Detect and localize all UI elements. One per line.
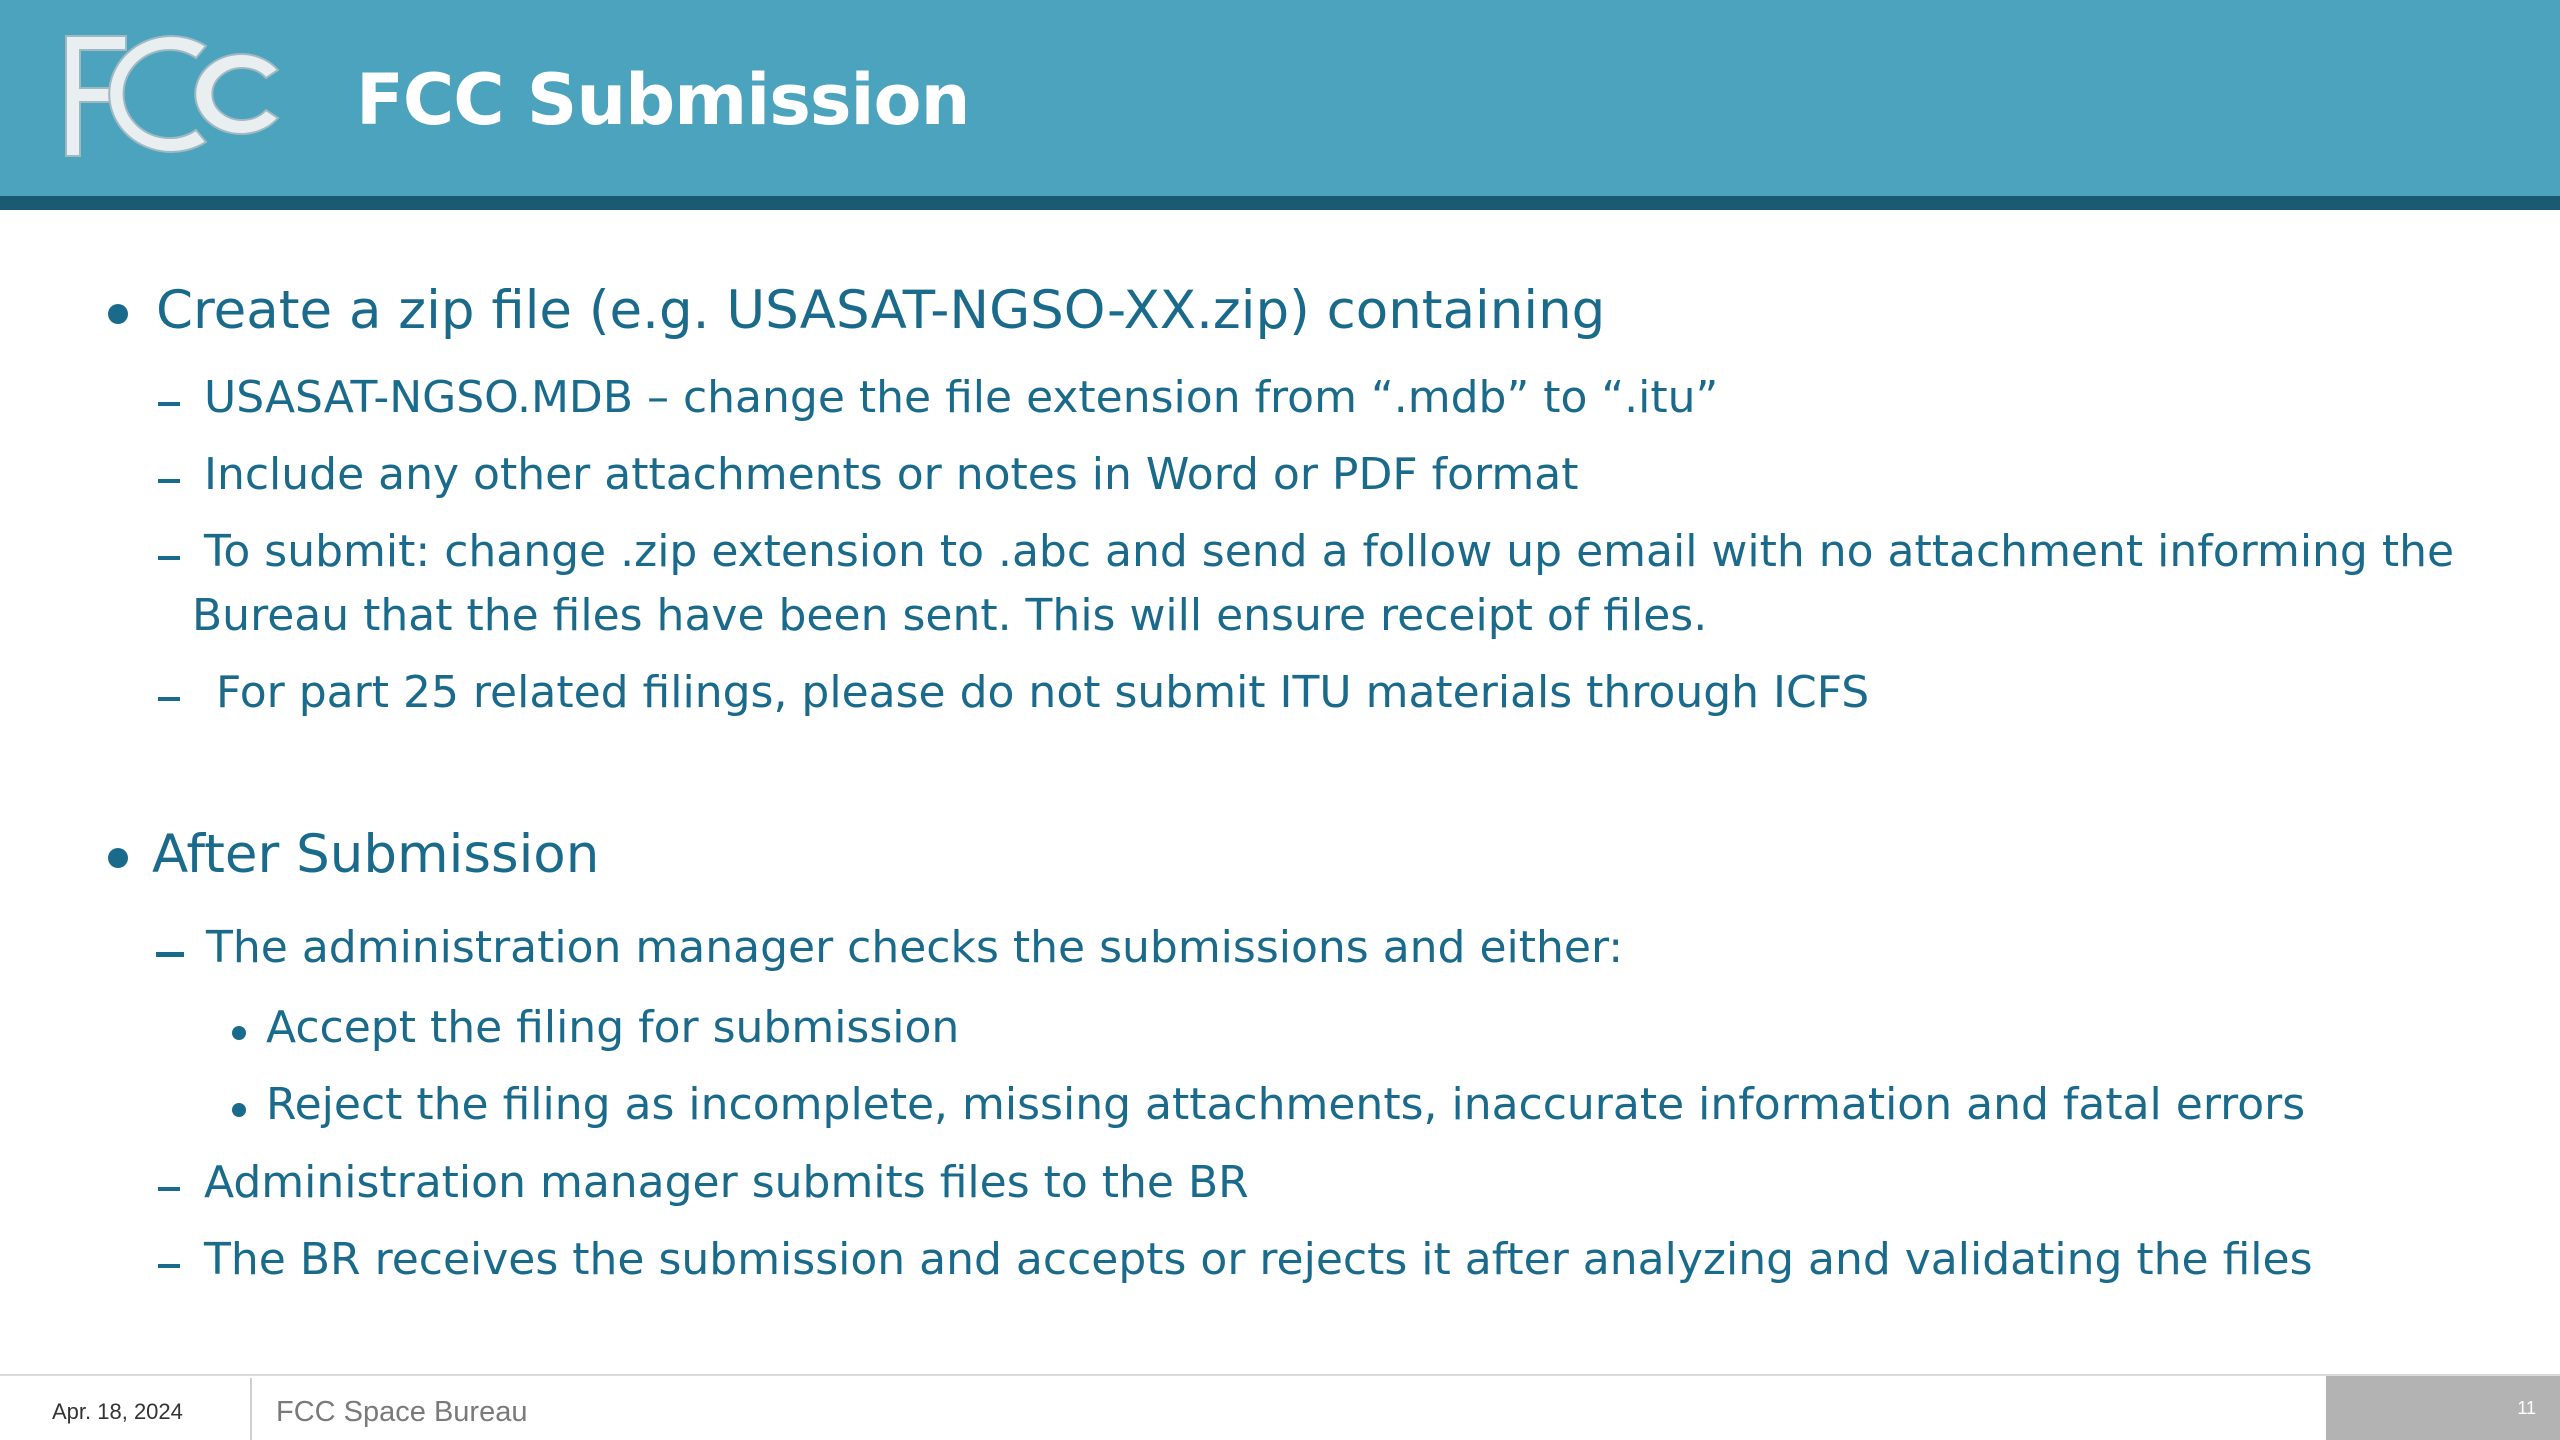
- dash-icon: [158, 1187, 180, 1191]
- sub-bullet-icon: [232, 1026, 246, 1040]
- footer-org: FCC Space Bureau: [276, 1396, 528, 1428]
- section2-subitem-2: Reject the filing as incomplete, missing attachments, inaccurate information and fatal errors: [266, 1079, 2306, 1130]
- section1-item-2: Include any other attachments or notes in Word or PDF format: [204, 449, 1579, 500]
- fcc-logo: [56, 24, 286, 164]
- header-rule: [0, 196, 2560, 210]
- section1-item-1: USASAT-NGSO.MDB – change the file extension from “.mdb” to “.itu”: [204, 372, 1719, 423]
- bullet-icon: [108, 848, 128, 868]
- dash-icon: [158, 402, 180, 406]
- sub-bullet-icon: [232, 1103, 246, 1117]
- bullet-icon: [108, 304, 128, 324]
- section1-item-3-continued: Bureau that the files have been sent. This will ensure receipt of files.: [192, 590, 1708, 641]
- section2-item-2: Administration manager submits files to the BR: [204, 1157, 1249, 1208]
- footer-date: Apr. 18, 2024: [52, 1399, 183, 1424]
- dash-icon: [158, 1264, 180, 1268]
- footer-divider: [250, 1378, 252, 1440]
- dash-icon: [158, 556, 180, 560]
- section2-item-1: The administration manager checks the submissions and either:: [206, 922, 1624, 973]
- footer-rule: [0, 1374, 2560, 1376]
- dash-icon: [156, 952, 184, 957]
- section2-heading: After Submission: [152, 824, 600, 885]
- page-title: FCC Submission: [356, 59, 970, 141]
- section1-item-3: To submit: change .zip extension to .abc and send a follow up email with no attachment informing the: [204, 526, 2455, 577]
- page-number-box: [2326, 1376, 2560, 1440]
- section2-item-3: The BR receives the submission and accepts or rejects it after analyzing and validating the files: [204, 1234, 2313, 1285]
- page-number: 11: [2517, 1398, 2536, 1418]
- section2-subitem-1: Accept the filing for submission: [266, 1002, 960, 1053]
- section1-heading: Create a zip file (e.g. USASAT-NGSO-XX.zip) containing: [156, 280, 1606, 341]
- dash-icon: [158, 479, 180, 483]
- dash-icon: [158, 697, 180, 701]
- section1-item-4: For part 25 related filings, please do not submit ITU materials through ICFS: [216, 667, 1870, 718]
